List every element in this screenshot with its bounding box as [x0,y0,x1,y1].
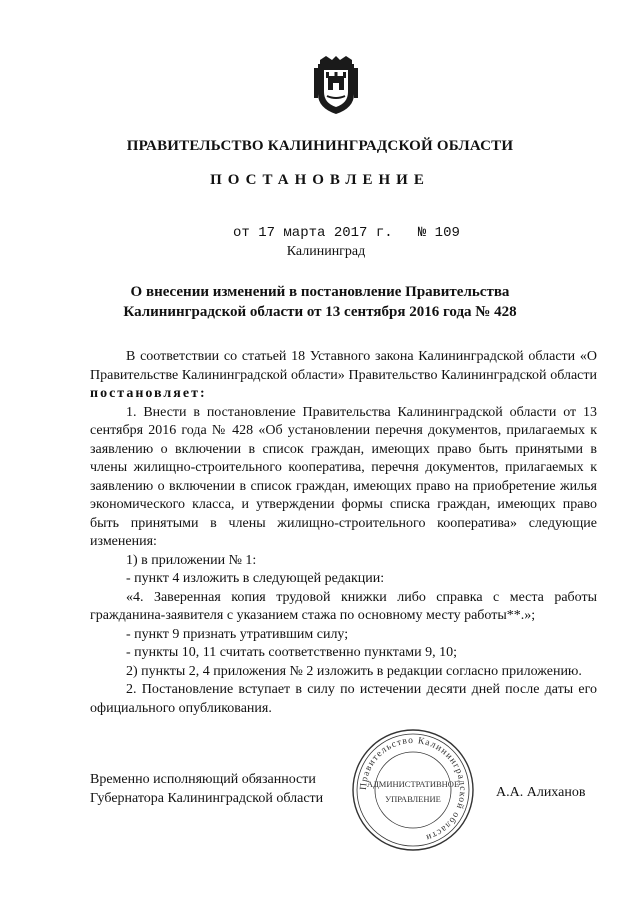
point-4-new-text: «4. Заверенная копия трудовой книжки либо справка с места работы гражданина-заявителя с указанием стажа по основному месту работы**.»; [90,589,597,623]
document-body [90,348,597,718]
official-seal [350,727,476,853]
item-point-9: - пункт 9 признать утратившим силу; [126,626,349,642]
subject-line-1: О внесении изменений в постановление Правительства [130,284,510,300]
date-number-line [233,225,460,241]
preamble-text: В соответствии со статьей 18 Уставного закона Калининградской области «О Правительстве Калининградской области» Правительство Калининградской области [90,349,597,383]
paragraph-1-1: 1) в приложении № 1: [126,552,257,568]
signatory-name: А.А. Алиханов [496,785,586,800]
seal-center-line-2: УПРАВЛЕНИЕ [385,794,441,804]
paragraph-1: 1. Внести в постановление Правительства Калининградской области от 13 сентября 2016 года № 428 «Об установлении перечня документов, прилагаемых к заявлению о включении в список граждан, имеющих право быть принятыми в члены жилищно-строительного кооператива, перечня документов, прилагаемых к заявлению о включении в список граждан, имеющих право на приобретение жилья экономического класса, и утверждении формы списка граждан, имеющих право быть принятыми в члены жилищно-строительного кооператива» следующие изменения: [90,404,597,549]
seal-ring-text: Правительство Калининградской области [358,735,468,843]
document-subject [0,282,640,322]
document-date: от 17 марта 2017 г. [233,225,393,241]
paragraph-1-2: 2) пункты 2, 4 приложения № 2 изложить в редакции согласно приложению. [126,663,582,679]
coat-of-arms-icon [312,56,360,116]
city: Калининград [286,244,366,259]
document-type: ПОСТАНОВЛЕНИЕ [210,172,430,188]
position-line-1: Временно исполняющий обязанности [90,772,316,787]
preamble-paragraph [90,348,597,404]
document-number: № 109 [417,225,460,241]
paragraph-2: 2. Постановление вступает в силу по истечении десяти дней после даты его официального опубликования. [90,682,597,716]
seal-center-line-1: АДМИНИСТРАТИВНОЕ [366,779,460,789]
signatory-position [90,770,323,808]
resolves-verb: постановляет: [90,386,207,401]
subject-line-2: Калининградской области от 13 сентября 2016 года № 428 [123,304,517,320]
government-title: ПРАВИТЕЛЬСТВО КАЛИНИНГРАДСКОЙ ОБЛАСТИ [126,138,514,154]
position-line-2: Губернатора Калининградской области [90,791,324,806]
item-point-4: - пункт 4 изложить в следующей редакции: [126,571,385,586]
item-points-10-11: - пункты 10, 11 считать соответственно пунктами 9, 10; [126,645,457,660]
